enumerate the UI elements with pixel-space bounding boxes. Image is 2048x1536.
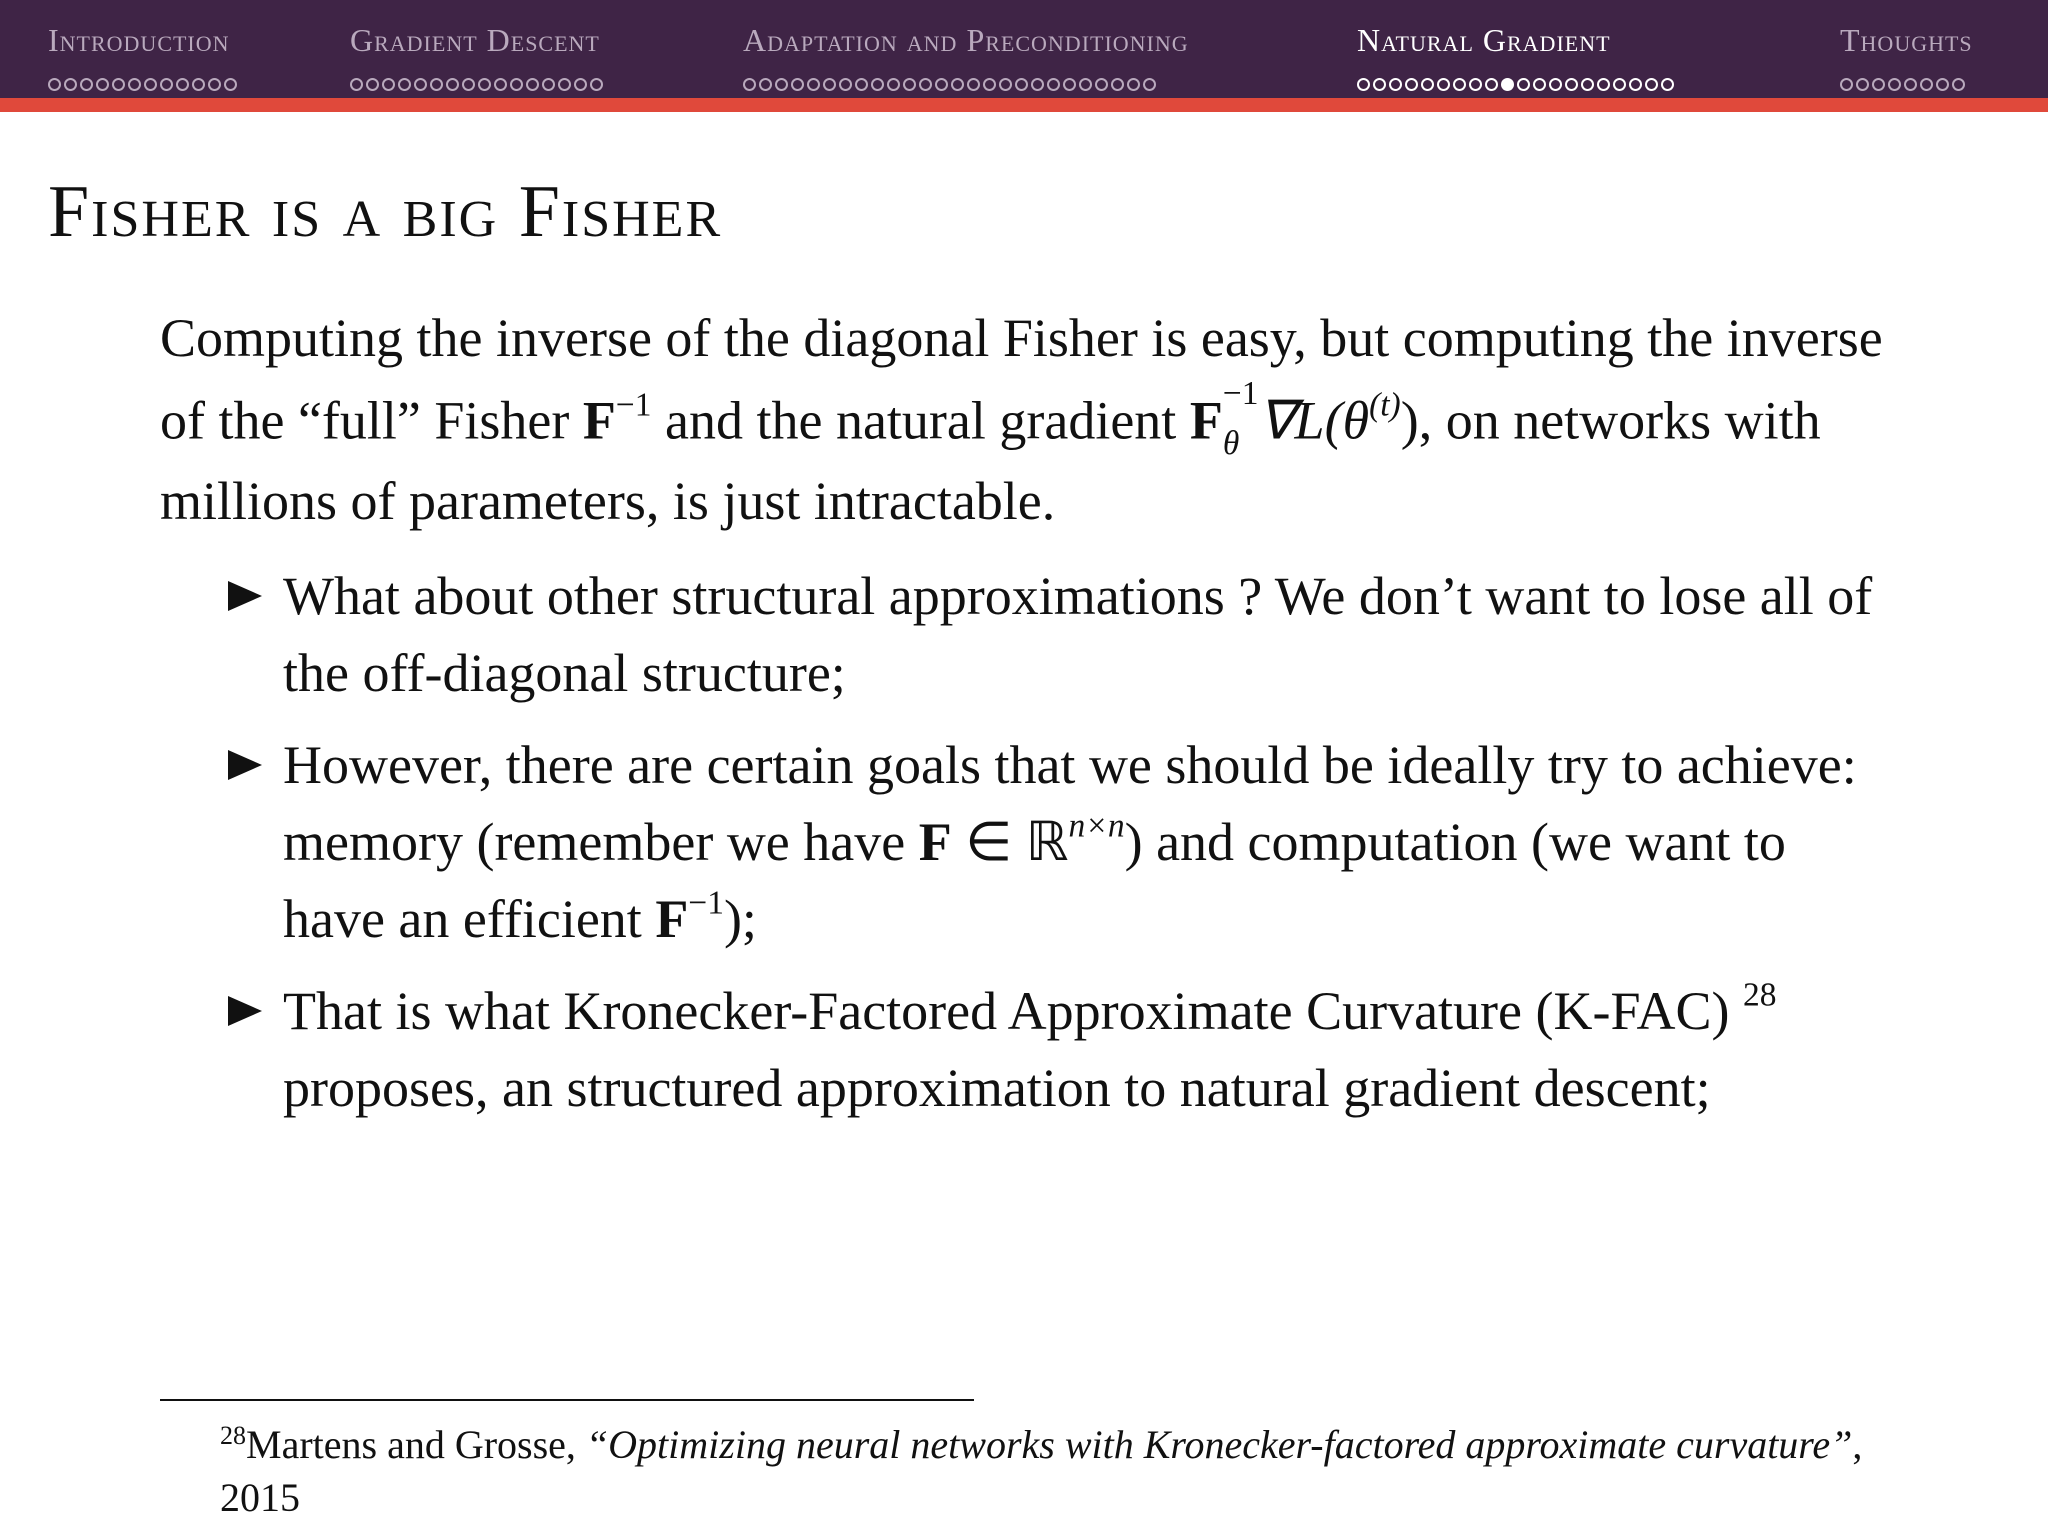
natural-gradient-expression: ∇L(θ <box>1258 390 1370 451</box>
triangle-bullet-icon <box>228 750 262 780</box>
nav-dot[interactable] <box>1373 78 1386 91</box>
nav-dot[interactable] <box>1888 78 1901 91</box>
nav-dot[interactable] <box>64 78 77 91</box>
nav-dot[interactable] <box>807 78 820 91</box>
footnote-rule <box>160 1399 974 1401</box>
triangle-bullet-icon <box>228 581 262 611</box>
nav-dot[interactable] <box>1485 78 1498 91</box>
nav-dot[interactable] <box>1581 78 1594 91</box>
bullet-text: proposes, an structured approximation to natural gradient descent; <box>283 1058 1711 1119</box>
nav-dot[interactable] <box>759 78 772 91</box>
nav-dot[interactable] <box>478 78 491 91</box>
nav-dot[interactable] <box>999 78 1012 91</box>
nav-dot[interactable] <box>871 78 884 91</box>
nav-dot[interactable] <box>1952 78 1965 91</box>
dimension-exponent: n×n <box>1068 807 1125 845</box>
nav-dot[interactable] <box>1549 78 1562 91</box>
nav-dot[interactable] <box>160 78 173 91</box>
nav-section-dots <box>743 74 1189 94</box>
bullet-item <box>160 727 1900 958</box>
intro-paragraph <box>160 300 1900 540</box>
closing-paren: ) <box>1400 390 1419 451</box>
section-navigation-bar <box>0 0 2048 98</box>
nav-dot[interactable] <box>1389 78 1402 91</box>
nav-dot[interactable] <box>823 78 836 91</box>
nav-dot[interactable] <box>574 78 587 91</box>
slide-body <box>160 300 1900 1142</box>
nav-dot[interactable] <box>1533 78 1546 91</box>
nav-dot[interactable] <box>1629 78 1642 91</box>
nav-dot[interactable] <box>48 78 61 91</box>
nav-dot[interactable] <box>176 78 189 91</box>
footnote-paper-title: “Optimizing neural networks with Kronecker-factored approximate curvature” <box>585 1422 1853 1467</box>
bullet-text: ); <box>723 889 757 950</box>
footnote-text <box>160 1418 1900 1524</box>
intro-text: Computing the inverse of the diagonal Fisher is easy, but computing the inverse of the “full” Fisher <box>160 308 1883 451</box>
nav-dot[interactable] <box>462 78 475 91</box>
nav-dot[interactable] <box>775 78 788 91</box>
nav-dot[interactable] <box>1840 78 1853 91</box>
nav-dot[interactable] <box>1565 78 1578 91</box>
nav-dot[interactable] <box>983 78 996 91</box>
nav-dot[interactable] <box>1079 78 1092 91</box>
nav-dot[interactable] <box>1872 78 1885 91</box>
nav-dot[interactable] <box>224 78 237 91</box>
real-space-symbol: ∈ ℝ <box>951 812 1069 873</box>
nav-dot[interactable] <box>1405 78 1418 91</box>
inverse-exponent: −1 <box>615 386 652 424</box>
nav-dot[interactable] <box>80 78 93 91</box>
nav-dot[interactable] <box>855 78 868 91</box>
bullet-list <box>160 558 1900 1127</box>
nav-dot[interactable] <box>839 78 852 91</box>
nav-dot[interactable] <box>1031 78 1044 91</box>
footnote-year: , 2015 <box>220 1422 1863 1520</box>
footnote-reference[interactable]: 28 <box>1742 976 1777 1014</box>
inverse-exponent: −1 <box>688 884 724 922</box>
fisher-matrix-symbol: F <box>918 812 952 873</box>
nav-dot[interactable] <box>1143 78 1156 91</box>
nav-section-dots <box>1840 74 1973 94</box>
fisher-matrix-symbol: F <box>655 889 689 950</box>
nav-dot[interactable] <box>192 78 205 91</box>
nav-dot[interactable] <box>128 78 141 91</box>
nav-section-thoughts[interactable] <box>1840 20 1973 94</box>
theta-subscript: θ <box>1222 424 1240 462</box>
nav-dot[interactable] <box>1453 78 1466 91</box>
nav-dot[interactable] <box>1613 78 1626 91</box>
nav-dot[interactable] <box>903 78 916 91</box>
nav-dot[interactable] <box>887 78 900 91</box>
nav-section-introduction[interactable] <box>48 20 237 94</box>
nav-dot[interactable] <box>350 78 363 91</box>
nav-dot[interactable] <box>1904 78 1917 91</box>
nav-dot[interactable] <box>112 78 125 91</box>
nav-dot[interactable] <box>791 78 804 91</box>
nav-section-title: Adaptation and Preconditioning <box>743 22 1189 58</box>
nav-dot[interactable] <box>398 78 411 91</box>
nav-dot[interactable] <box>1661 78 1674 91</box>
nav-section-title: Introduction <box>48 22 230 58</box>
header-accent-rule <box>0 98 2048 112</box>
nav-section-adaptation-preconditioning[interactable] <box>743 20 1189 94</box>
nav-section-title: Thoughts <box>1840 22 1973 58</box>
footnote-number: 28 <box>220 1421 246 1450</box>
nav-dot[interactable] <box>526 78 539 91</box>
bullet-text: What about other structural approximations ? We don’t want to lose all of the off-diagonal structure; <box>283 566 1873 704</box>
nav-dot[interactable] <box>590 78 603 91</box>
nav-dot[interactable] <box>144 78 157 91</box>
nav-section-title: Gradient Descent <box>350 22 600 58</box>
fisher-matrix-symbol: F <box>1189 390 1223 451</box>
nav-dot[interactable] <box>1645 78 1658 91</box>
intro-text: , on networks with millions of parameters, is just intractable. <box>160 390 1821 532</box>
nav-dot[interactable] <box>366 78 379 91</box>
nav-dot[interactable] <box>430 78 443 91</box>
nav-dot[interactable] <box>414 78 427 91</box>
nav-dot[interactable] <box>1920 78 1933 91</box>
fisher-matrix-symbol: F <box>582 390 616 451</box>
footnote-authors: Martens and Grosse, <box>246 1422 586 1467</box>
nav-dot[interactable] <box>542 78 555 91</box>
nav-dot[interactable] <box>1936 78 1949 91</box>
nav-dot[interactable] <box>1357 78 1370 91</box>
nav-dot-current[interactable] <box>1501 78 1514 91</box>
nav-dot[interactable] <box>1111 78 1124 91</box>
nav-dot[interactable] <box>935 78 948 91</box>
nav-dot[interactable] <box>382 78 395 91</box>
bullet-text: That is what Kronecker-Factored Approximate Curvature (K-FAC) <box>283 981 1743 1042</box>
bullet-text: ) and computation (we want to have an efficient <box>283 812 1786 950</box>
bullet-text: However, there are certain goals that we should be ideally try to achieve: memory (remember we have <box>283 735 1857 873</box>
nav-dot[interactable] <box>1469 78 1482 91</box>
nav-dot[interactable] <box>494 78 507 91</box>
nav-dot[interactable] <box>1127 78 1140 91</box>
nav-section-dots <box>48 74 237 94</box>
nav-dot[interactable] <box>951 78 964 91</box>
nav-section-natural-gradient[interactable] <box>1357 20 1674 94</box>
triangle-bullet-icon <box>228 996 262 1026</box>
nav-section-dots <box>1357 74 1674 94</box>
nav-dot[interactable] <box>1517 78 1530 91</box>
nav-dot[interactable] <box>1437 78 1450 91</box>
nav-dot[interactable] <box>1856 78 1869 91</box>
nav-dot[interactable] <box>510 78 523 91</box>
nav-dot[interactable] <box>919 78 932 91</box>
nav-dot[interactable] <box>446 78 459 91</box>
nav-section-title: Natural Gradient <box>1357 22 1611 58</box>
nav-dot[interactable] <box>967 78 980 91</box>
nav-dot[interactable] <box>1421 78 1434 91</box>
bullet-item <box>160 558 1900 712</box>
nav-dot[interactable] <box>208 78 221 91</box>
footnote <box>160 1418 1900 1524</box>
nav-dot[interactable] <box>1047 78 1060 91</box>
inverse-exponent: −1 <box>1222 374 1259 412</box>
intro-text: and the natural gradient <box>651 390 1190 451</box>
nav-section-dots <box>350 74 603 94</box>
time-step-exponent: (t) <box>1369 386 1401 424</box>
nav-dot[interactable] <box>1095 78 1108 91</box>
slide-title: Fisher is a big Fisher <box>48 171 723 253</box>
nav-dot[interactable] <box>1015 78 1028 91</box>
nav-dot[interactable] <box>1597 78 1610 91</box>
bullet-item <box>160 973 1900 1127</box>
inverse-theta-scripts <box>1222 374 1259 463</box>
nav-dot[interactable] <box>96 78 109 91</box>
nav-section-gradient-descent[interactable] <box>350 20 603 94</box>
nav-dot[interactable] <box>1063 78 1076 91</box>
nav-dot[interactable] <box>558 78 571 91</box>
nav-dot[interactable] <box>743 78 756 91</box>
